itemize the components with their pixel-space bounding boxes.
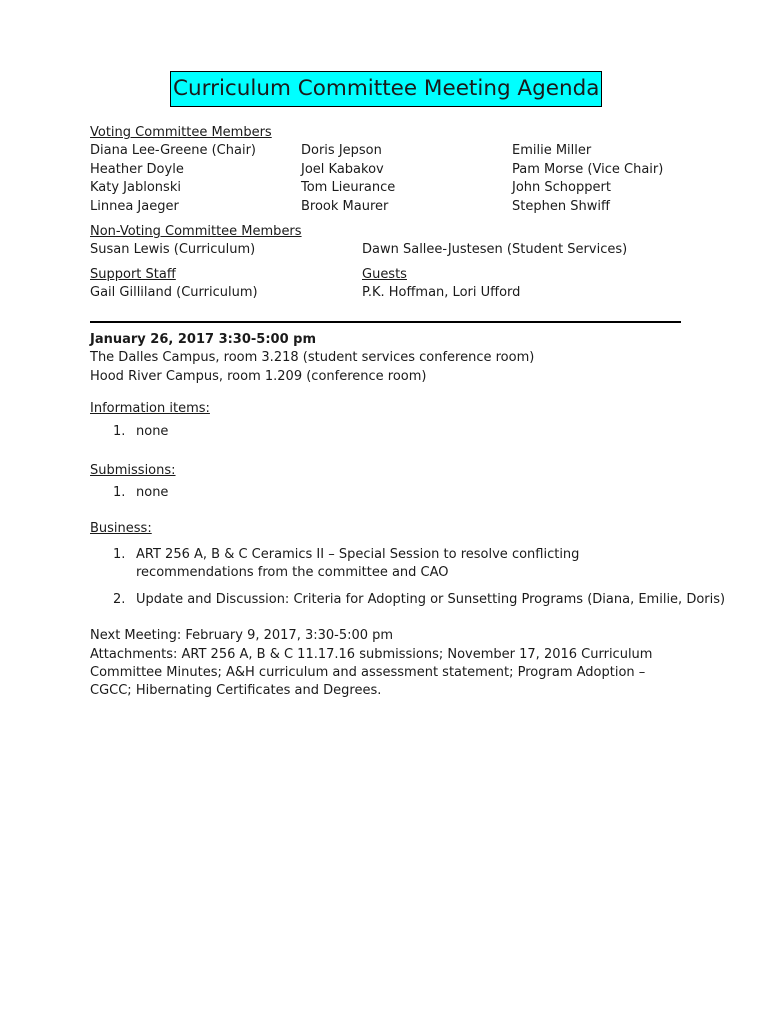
- voting-member: Brook Maurer: [301, 198, 389, 214]
- voting-member: Linnea Jaeger: [90, 198, 179, 214]
- voting-member: Heather Doyle: [90, 161, 184, 177]
- next-meeting: Next Meeting: February 9, 2017, 3:30-5:00 pm: [90, 628, 394, 643]
- non-voting-member: Susan Lewis (Curriculum): [90, 242, 256, 257]
- voting-member: Stephen Shwiff: [512, 198, 610, 214]
- voting-member: John Schoppert: [512, 180, 611, 195]
- page-title: Curriculum Committee Meeting Agenda: [170, 71, 602, 107]
- business-heading: Business:: [90, 521, 152, 536]
- voting-members-column-3: [512, 142, 663, 216]
- attachments: Attachments: ART 256 A, B & C 11.17.16 submissions; November 17, 2016 Curriculum Committee Minutes; A&H curriculum and assessment statement; Program Adoption – CGCC; Hibernating Certificates and Degrees.: [90, 647, 653, 698]
- list-item-number: 2.: [113, 592, 126, 607]
- list-item: Update and Discussion: Criteria for Adopting or Sunsetting Programs (Diana, Emilie, Doris): [136, 592, 726, 607]
- non-voting-members-heading: Non-Voting Committee Members: [90, 224, 302, 239]
- voting-member: Joel Kabakov: [301, 161, 384, 177]
- voting-members-column-2: [301, 142, 395, 216]
- voting-member: Doris Jepson: [301, 143, 382, 158]
- guests-list: P.K. Hoffman, Lori Ufford: [362, 285, 521, 300]
- list-item-number: 1.: [113, 547, 126, 562]
- voting-member: Tom Lieurance: [301, 180, 396, 195]
- list-item: none: [136, 424, 169, 439]
- list-item-number: 1.: [113, 485, 126, 500]
- voting-members-heading: Voting Committee Members: [90, 125, 272, 140]
- meeting-datetime: January 26, 2017 3:30-5:00 pm: [90, 332, 317, 347]
- list-item: none: [136, 485, 169, 500]
- list-item: ART 256 A, B & C Ceramics II – Special Session to resolve conflicting recommendations from the committee and CAO: [136, 547, 580, 580]
- voting-member: Emilie Miller: [512, 143, 592, 158]
- list-item-number: 1.: [113, 424, 126, 439]
- guests-heading: Guests: [362, 267, 407, 282]
- voting-members-column-1: [90, 142, 256, 216]
- meeting-location: The Dalles Campus, room 3.218 (student services conference room): [90, 350, 535, 365]
- support-staff-member: Gail Gilliland (Curriculum): [90, 285, 258, 300]
- voting-member: Katy Jablonski: [90, 180, 181, 195]
- section-divider: [90, 321, 681, 323]
- voting-member: Diana Lee-Greene (Chair): [90, 143, 256, 158]
- voting-member: Pam Morse (Vice Chair): [512, 161, 664, 177]
- submissions-heading: Submissions:: [90, 463, 176, 478]
- support-staff-heading: Support Staff: [90, 267, 176, 282]
- information-items-heading: Information items:: [90, 401, 210, 416]
- non-voting-member: Dawn Sallee-Justesen (Student Services): [362, 242, 628, 257]
- meeting-location: Hood River Campus, room 1.209 (conference room): [90, 369, 427, 384]
